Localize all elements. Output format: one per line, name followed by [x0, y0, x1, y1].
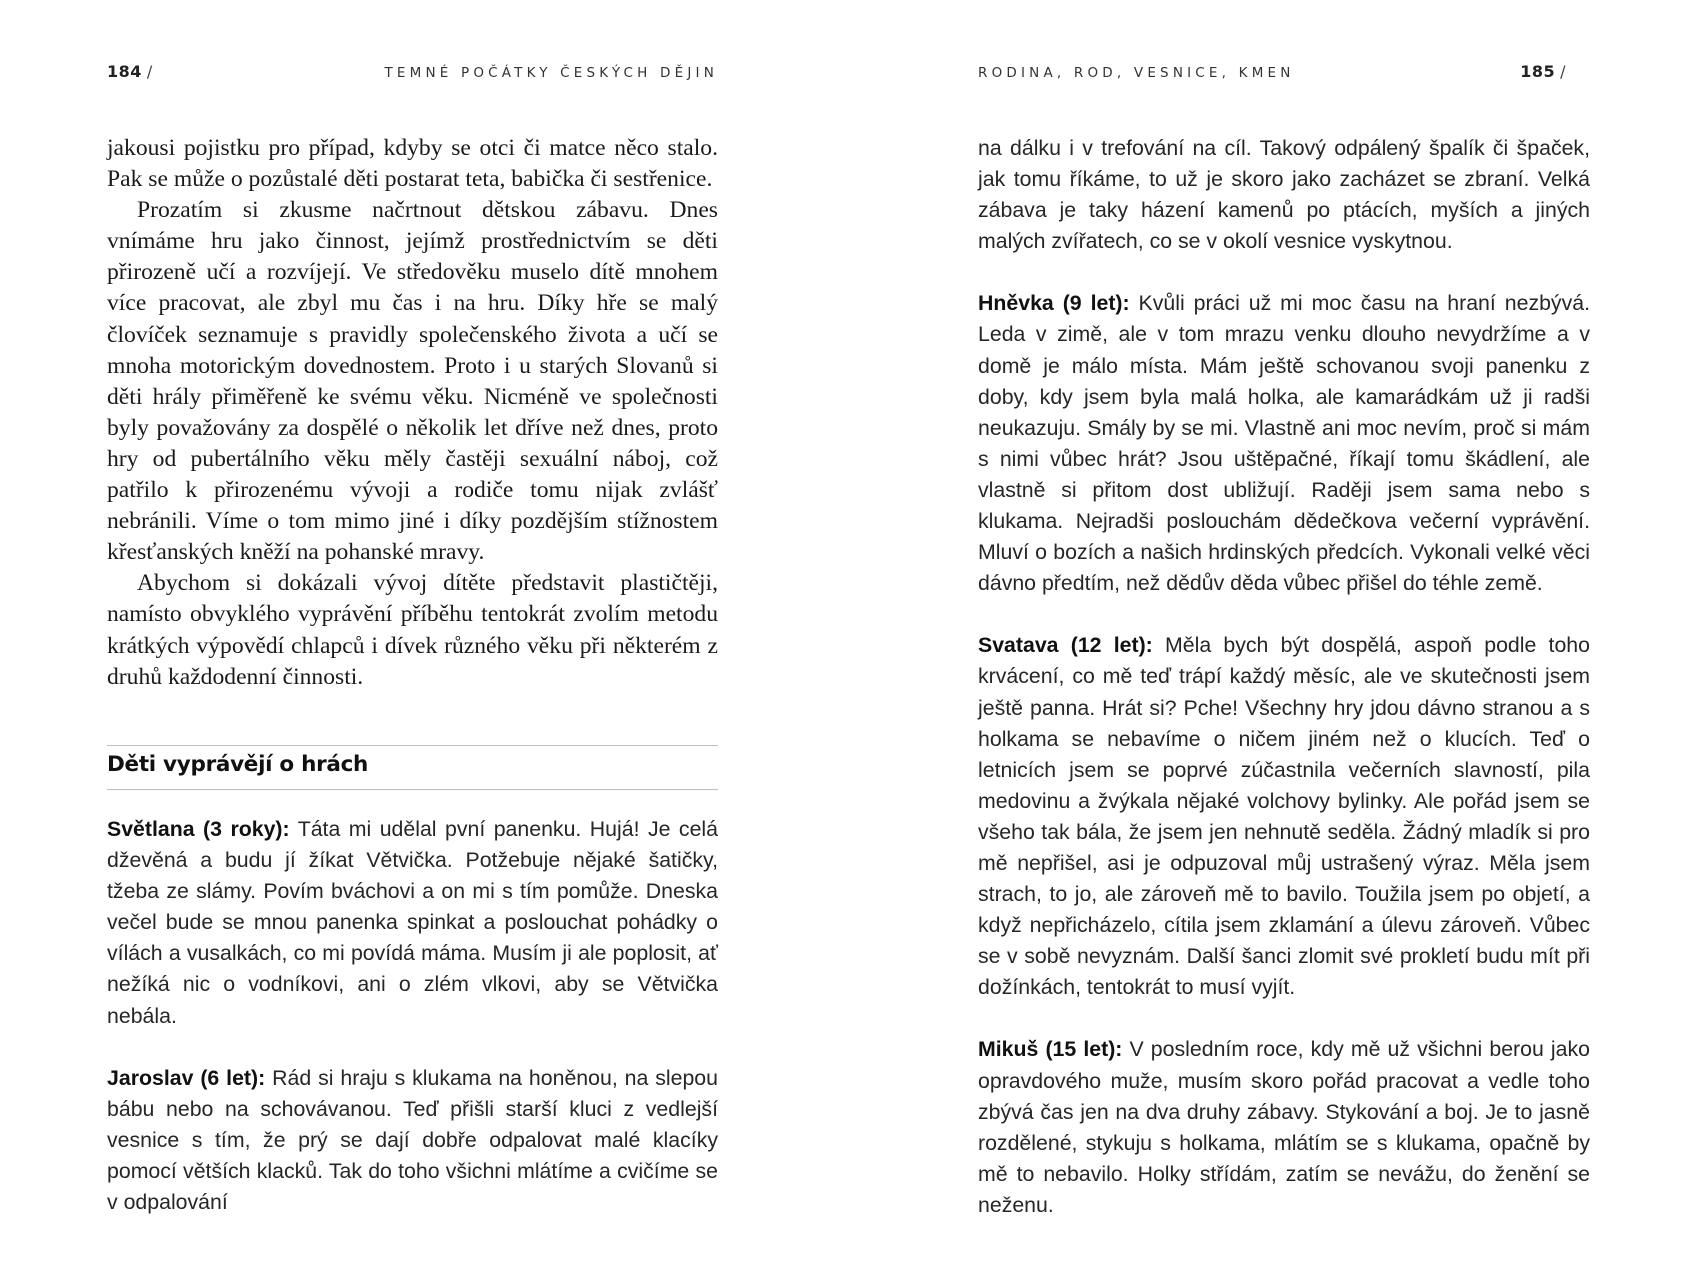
body-text: [978, 133, 1590, 1221]
speaker-name: Světlana (3 roky):: [107, 817, 290, 841]
quote-text: Kvůli práci už mi moc času na hraní nezbývá. Leda v zimě, ale v tom mrazu venku dlouho nevydržíme a v domě je málo místa. Mám ještě schovanou svoji panenku z doby, kdy jsem byla malá holka, ale kamarádkám už ji radši neukazuju. Smály by se mi. Vlastně ani moc nevím, proč si mám s nimi vůbec hrát? Jsou uštěpačné, říkají tomu škádlení, ale vlastně si přitom dost ubližují. Raději jsem sama nebo s klukama. Nejradši poslouchám dědečkova večerní vyprávění. Mluví o bozích a našich hrdinských předcích. Vykonali velké věci dávno předtím, než dědův děda vůbec přišel do téhle země.: [978, 291, 1590, 596]
paragraph: jakousi pojistku pro případ, kdyby se otci či matce něco stalo. Pak se může o pozůstalé děti postarat teta, babička či sestřenice.: [107, 135, 718, 193]
paragraph: Abychom si dokázali vývoj dítěte představit plastičtěji, namísto obvyklého vyprávění příběhu tentokrát zvolím metodu krátkých výpovědí chlapců i dívek různého věku při některém z druhů každodenní činnosti.: [107, 570, 718, 690]
quote: [978, 630, 1590, 1003]
running-head-right: [978, 62, 1590, 86]
quote-text: V posledním roce, kdy mě už všichni berou jako opravdového muže, musím skoro pořád pracovat a vedle toho zbývá čas jen na dva druhy zábavy. Stykování a boj. Je to jasně rozdělené, stykuju s holkama, mlátím se s klukama, opačně by mě to nebavilo. Holky střídám, zatím se nevážu, do ženění se neženu.: [978, 1037, 1590, 1217]
section-rule-bottom: [107, 789, 718, 790]
page-number: [107, 62, 153, 81]
continuation-paragraph: na dálku i v trefování na cíl. Takový odpálený špalík či špaček, jak tomu říkáme, to už je skoro jako zacházet se zbraní. Velká zábava je taky házení kamenů po ptácích, myších a jiných malých zvířatech, co se v okolí vesnice vyskytnou.: [978, 136, 1590, 254]
section-heading: Děti vyprávějí o hrách: [107, 752, 369, 777]
speaker-name: Mikuš (15 let):: [978, 1037, 1123, 1062]
running-title: TEMNÉ POČÁTKY ČESKÝCH DĚJIN: [384, 65, 718, 81]
quote: [978, 288, 1590, 599]
section-rule-top: [107, 745, 718, 746]
speaker-name: Hněvka (9 let):: [978, 291, 1130, 316]
quote-text: Měla bych být dospělá, aspoň podle toho krvácení, co mě teď trápí každý měsíc, ale ve skutečnosti jsem ještě panna. Hrát si? Pche! Všechny hry jdou dávno stranou a s holkama se nebavíme o ničem jiném než o klucích. Teď o letnicích jsem se poprvé zúčastnila večerních slavností, pila medovinu a žvýkala nějaké volchovy bylinky. Ale pořád jsem se všeho tak bála, že jsem jen nehnutě seděla. Žádný mladík si pro mě nepřišel, asi je odpuzoval můj ustrašený výraz. Měla jsem strach, to jo, ale zároveň mě to bavilo. Toužila jsem po objetí, a když nepřicházelo, cítila jsem zklamání a úlevu zároveň. Vůbec se v sobě nevyznám. Další šanci zlomit své prokletí budu mít při dožínkách, tentokrát to musí vyjít.: [978, 633, 1590, 1000]
paragraph: Prozatím si zkusme načrtnout dětskou zábavu. Dnes vnímáme hru jako činnost, jejímž prostřednictvím se děti přirozeně učí a rozvíjejí. Ve středověku muselo dítě mnohem více pracovat, ale zbyl mu čas i na hru. Díky hře se malý človíček seznamuje s pravidly společenského života a učí se mnoha motorickým dovednostem. Proto i u starých Slovanů si děti hrály přiměřeně ke svému věku. Nicméně ve společnosti byly považovány za dospělé o několik let dříve než dnes, proto hry od pubertálního věku měly častěji sexuální náboj, což patřilo k přirozenému vývoji a rodiče tomu nijak zvlášť nebránili. Víme o tom mimo jiné i díky pozdějším stížnostem křesťanských kněží na pohanské mravy.: [107, 197, 718, 566]
folio-separator: /: [146, 62, 153, 81]
page-number: [1520, 62, 1566, 81]
quote-text: Táta mi udělal pvní panenku. Hujá! Je celá dževěná a budu jí žíkat Větvička. Potžebuje nějaké šatičky, tžeba ze slámy. Povím bváchovi a on mi s tím pomůže. Dneska večel bude se mnou panenka spinkat a poslouchat pohádky o vílách a vusalkách, co mi povídá máma. Musím ji ale poplosit, ať nežíká nic o vodníkovi, ani o zlém vlkovi, aby se Větvička nebála.: [107, 817, 718, 1028]
page-number-value: 184: [107, 62, 142, 81]
body-text: [107, 133, 718, 693]
quote: [107, 814, 718, 1032]
quotes-left: [107, 814, 718, 1218]
quote-text: Rád si hraju s klukama na honěnou, na slepou bábu nebo na schovávanou. Teď přišli starší kluci z vedlejší vesnice s tím, že prý se dají dobře odpalovat malé klacíky pomocí větších klacků. Tak do toho všichni mlátíme a cvičíme se v odpalování: [107, 1065, 718, 1215]
page-number-value: 185: [1520, 62, 1556, 81]
left-page: [107, 0, 718, 1269]
speaker-name: Svatava (12 let):: [978, 633, 1153, 658]
right-page: [978, 0, 1590, 1269]
quote: [107, 1063, 718, 1218]
running-title: RODINA, ROD, VESNICE, KMEN: [978, 65, 1295, 81]
speaker-name: Jaroslav (6 let):: [107, 1065, 266, 1090]
quote: [978, 1034, 1590, 1221]
folio-separator: /: [1560, 62, 1566, 81]
running-head-left: [107, 62, 718, 86]
